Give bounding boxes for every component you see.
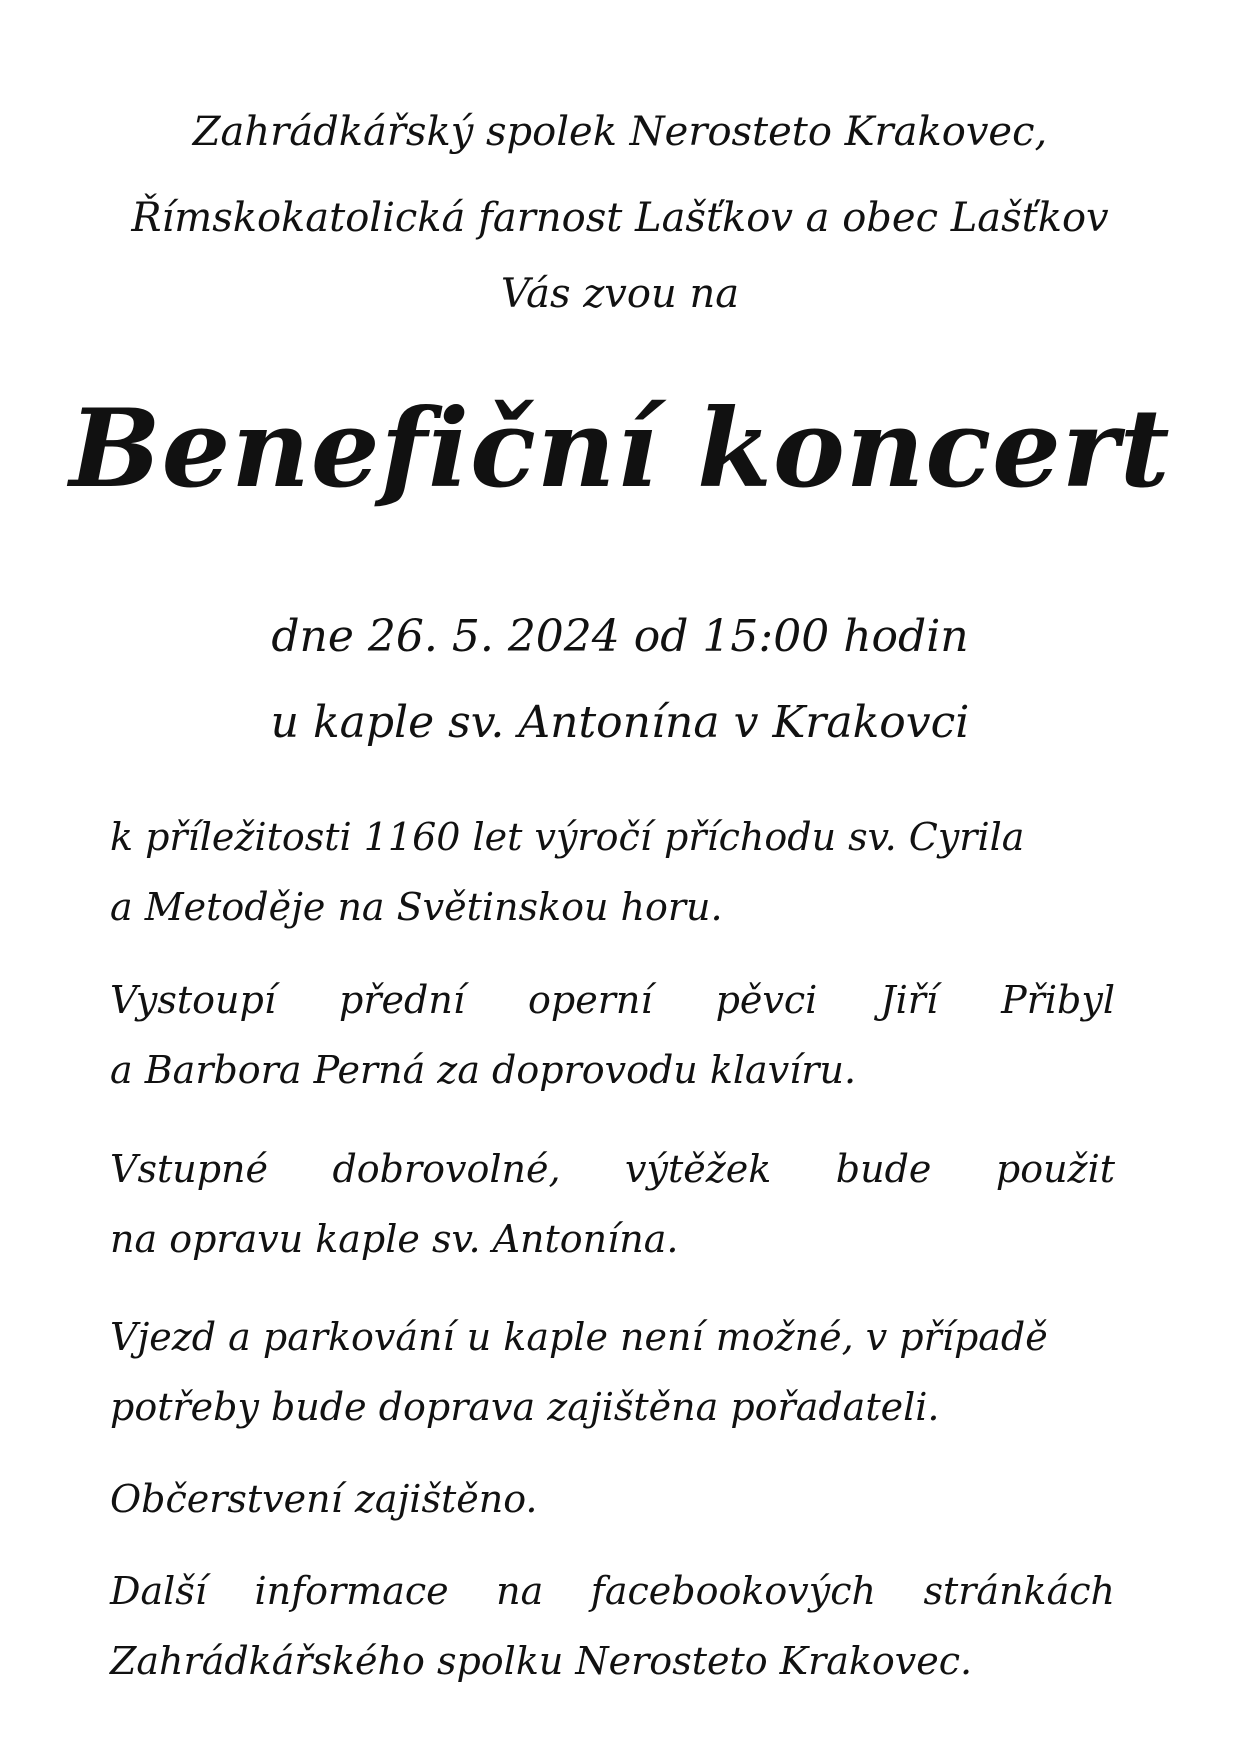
paragraph-performers (110, 978, 1115, 1121)
paragraph-line: Vjezd a parkování u kaple není možné, v případě (110, 1315, 1048, 1359)
paragraph-line: a Barbora Perná za doprovodu klavíru. (110, 1048, 857, 1092)
paragraph-line: potřeby bude doprava zajištěna pořadateli. (110, 1385, 940, 1429)
organizers-line-2: Římskokatolická farnost Lašťkov a obec Lašťkov (131, 195, 1109, 241)
paragraph-line: k příležitosti 1160 let výročí příchodu sv. Cyrila (110, 815, 1025, 859)
paragraph-line: Občerstvení zajištěno. (110, 1477, 538, 1521)
paragraph-occasion (110, 815, 1115, 958)
paragraph-line: a Metoděje na Světinskou horu. (110, 885, 723, 929)
paragraph-line: Zahrádkářského spolku Nerosteto Krakovec. (110, 1639, 973, 1683)
paragraph-line: Další informace na facebookových stránkách (110, 1569, 1115, 1613)
paragraph-more-info (110, 1569, 1115, 1712)
event-place: u kaple sv. Antonína v Krakovci (270, 697, 970, 748)
event-date: dne 26. 5. 2024 od 15:00 hodin (271, 611, 969, 662)
event-title: Benefiční koncert (69, 386, 1171, 512)
paragraph-admission (110, 1147, 1115, 1290)
paragraph-line: Vystoupí přední operní pěvci Jiří Přibyl (110, 978, 1115, 1022)
paragraph-line: na opravu kaple sv. Antonína. (110, 1217, 679, 1261)
organizers-line-1: Zahrádkářský spolek Nerosteto Krakovec, (192, 109, 1048, 155)
invitation-line: Vás zvou na (500, 271, 740, 317)
paragraph-parking (110, 1315, 1115, 1458)
paragraph-line: Vstupné dobrovolné, výtěžek bude použit (110, 1147, 1115, 1191)
paragraph-refreshments (110, 1477, 1115, 1550)
